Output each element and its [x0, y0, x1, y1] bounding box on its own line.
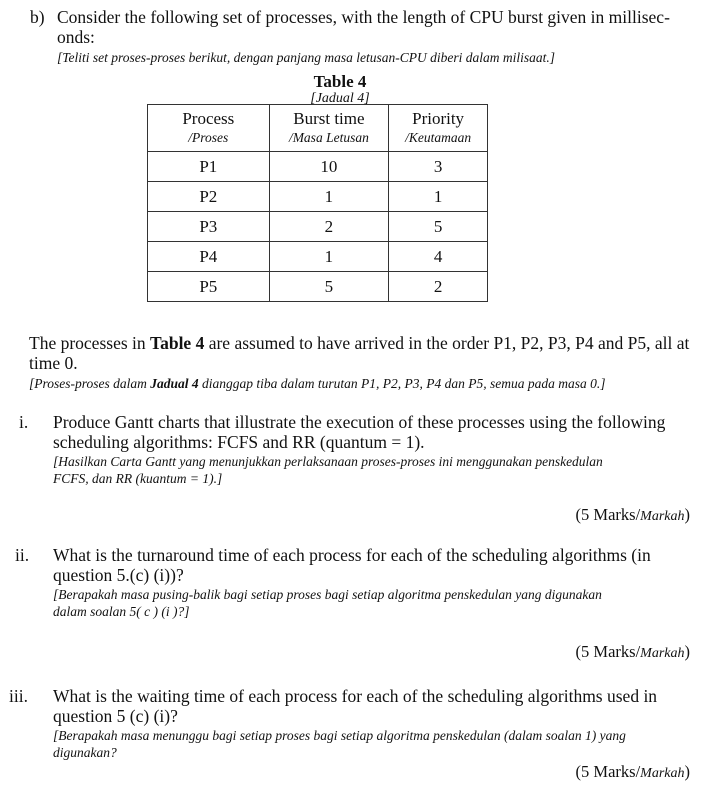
cell-priority: 2 [389, 272, 488, 302]
question-line-1: Consider the following set of processes, with the length of CPU burst given in millisec- [57, 7, 670, 27]
cell-burst: 1 [269, 242, 389, 272]
question-i-line-1: Produce Gantt charts that illustrate the execution of these processes using the following [53, 412, 666, 432]
cell-priority: 4 [389, 242, 488, 272]
table-header-row [148, 105, 488, 152]
table-title-translation: [Jadual 4] [310, 91, 370, 106]
header-burst-time: Burst time /Masa Letusan [269, 105, 389, 152]
arrival-translation: [Proses-proses dalam Jadual 4 dianggap tiba dalam turutan P1, P2, P3, P4 dan P5, semua pada masa 0.] [29, 376, 606, 391]
question-i-line-2: scheduling algorithms: FCFS and RR (quantum = 1). [53, 432, 425, 452]
cell-priority: 1 [389, 182, 488, 212]
cell-process: P2 [148, 182, 270, 212]
cell-priority: 3 [389, 152, 488, 182]
question-number: i. [19, 412, 29, 432]
cell-burst: 1 [269, 182, 389, 212]
process-table [147, 104, 488, 302]
question-iii-translation-1: [Berapakah masa menunggu bagi setiap proses bagi setiap algoritma penskedulan (dalam soalan 1) yang [53, 728, 626, 743]
cell-process: P3 [148, 212, 270, 242]
arrival-line-1: The processes in Table 4 are assumed to have arrived in the order P1, P2, P3, P4 and P5, all at [29, 333, 690, 353]
table-row [148, 182, 488, 212]
question-line-2: onds: [57, 27, 95, 47]
arrival-line-2: time 0. [29, 353, 78, 373]
question-number: iii. [9, 686, 28, 706]
question-iii-translation-2: digunakan? [53, 745, 117, 760]
marks-label: (5 Marks/Markah) [575, 762, 690, 781]
question-ii-translation-2: dalam soalan 5( c ) (i )?] [53, 604, 190, 619]
question-i-translation-2: FCFS, dan RR (kuantum = 1).] [53, 471, 223, 486]
marks-label: (5 Marks/Markah) [575, 505, 690, 524]
table-row [148, 272, 488, 302]
cell-process: P5 [148, 272, 270, 302]
question-iii-line-2: question 5 (c) (i)? [53, 706, 178, 726]
cell-process: P1 [148, 152, 270, 182]
part-label: b) [30, 7, 45, 27]
marks-label: (5 Marks/Markah) [575, 642, 690, 661]
header-priority: Priority /Keutamaan [389, 105, 488, 152]
table-row [148, 152, 488, 182]
cell-process: P4 [148, 242, 270, 272]
table-row [148, 242, 488, 272]
question-number: ii. [15, 545, 30, 565]
question-iii-line-1: What is the waiting time of each process for each of the scheduling algorithms used in [53, 686, 658, 706]
cell-burst: 5 [269, 272, 389, 302]
header-process: Process /Proses [148, 105, 270, 152]
table-title: Table 4 [313, 72, 367, 91]
question-ii-line-2: question 5.(c) (i))? [53, 565, 184, 585]
question-translation: [Teliti set proses-proses berikut, dengan panjang masa letusan-CPU diberi dalam milisaat.] [57, 50, 555, 65]
table-row [148, 212, 488, 242]
question-i-translation-1: [Hasilkan Carta Gantt yang menunjukkan perlaksanaan proses-proses ini menggunakan penskedulan [53, 454, 603, 469]
cell-burst: 10 [269, 152, 389, 182]
question-ii-translation-1: [Berapakah masa pusing-balik bagi setiap proses bagi setiap algoritma penskedulan yang digunakan [53, 587, 602, 602]
question-ii-line-1: What is the turnaround time of each process for each of the scheduling algorithms (in [53, 545, 651, 565]
cell-priority: 5 [389, 212, 488, 242]
cell-burst: 2 [269, 212, 389, 242]
